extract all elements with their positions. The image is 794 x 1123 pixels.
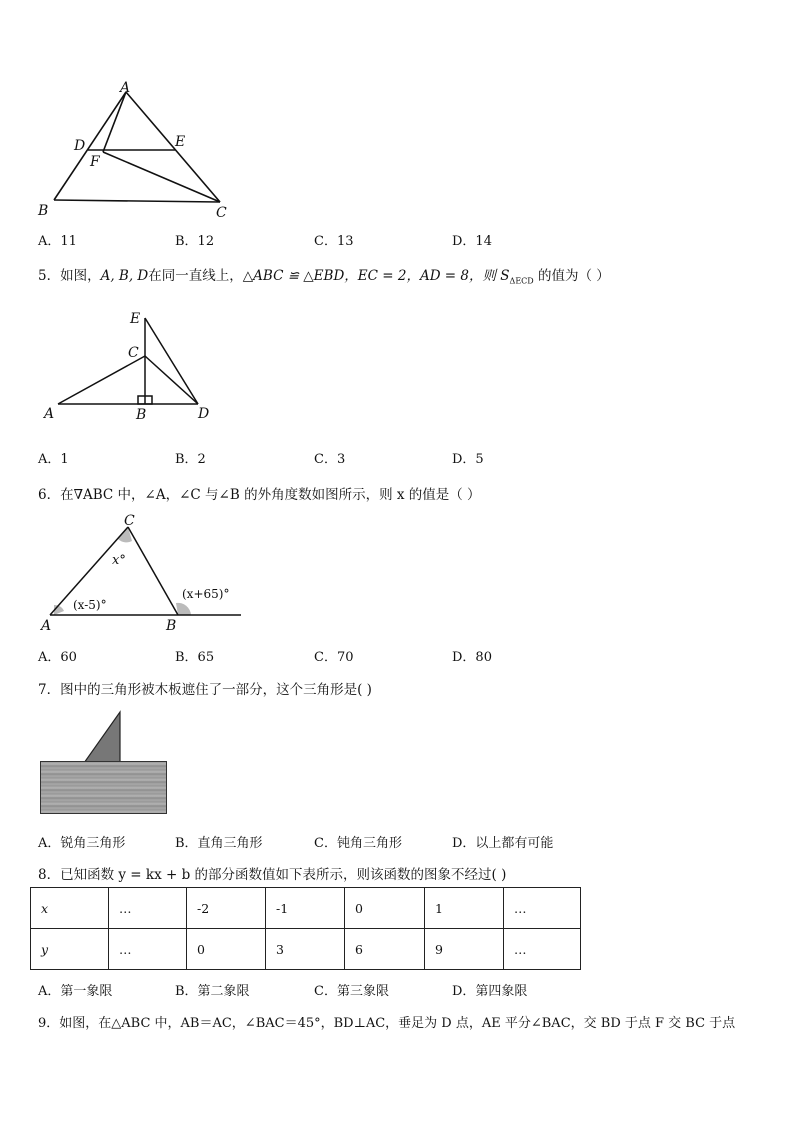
q4-option-b[interactable]: B．12	[175, 234, 215, 249]
table-cell: y	[31, 929, 109, 970]
table-cell: x	[31, 888, 109, 929]
label-e: E	[130, 311, 141, 327]
q5-option-a[interactable]: A．1	[38, 452, 69, 467]
q4-triangle-figure	[30, 80, 245, 225]
q4-option-d[interactable]: D．14	[452, 234, 492, 249]
table-cell: 0	[187, 929, 266, 970]
q4-option-a[interactable]: A．11	[38, 234, 77, 249]
label-c: C	[128, 345, 139, 361]
table-cell: -1	[266, 888, 345, 929]
q8-option-a[interactable]: A．第一象限	[38, 984, 113, 999]
q5-option-b[interactable]: B．2	[175, 452, 206, 467]
function-values-table	[30, 887, 581, 970]
q7-option-a[interactable]: A．锐角三角形	[38, 836, 126, 851]
label-d: D	[198, 406, 210, 422]
label-angle-a: (x-5)°	[73, 598, 107, 612]
table-cell: -2	[187, 888, 266, 929]
label-c: C	[124, 513, 135, 529]
q6-option-c[interactable]: C．70	[314, 650, 354, 665]
table-cell: …	[504, 888, 581, 929]
q7-question-text: 7．图中的三角形被木板遮住了一部分，这个三角形是( )	[38, 682, 372, 698]
q6-question-text: 6．在∇ABC 中，∠A，∠C 与∠B 的外角度数如图所示，则 x 的值是（ ）	[38, 487, 481, 503]
table-cell: …	[109, 888, 187, 929]
label-b: B	[38, 203, 49, 219]
q6-figure	[36, 512, 246, 634]
q5-option-c[interactable]: C．3	[314, 452, 346, 467]
table-row	[31, 929, 581, 970]
label-b: B	[136, 407, 147, 423]
q7-option-c[interactable]: C．钝角三角形	[314, 836, 402, 851]
label-x-angle: x°	[112, 553, 126, 568]
table-cell: 3	[266, 929, 345, 970]
label-d: D	[74, 138, 86, 154]
label-f: F	[90, 154, 100, 170]
q5-figure	[40, 308, 220, 423]
table-cell: 6	[345, 929, 425, 970]
q6-option-d[interactable]: D．80	[452, 650, 492, 665]
table-cell: …	[109, 929, 187, 970]
table-cell: 0	[345, 888, 425, 929]
table-cell: 9	[425, 929, 504, 970]
label-b: B	[166, 618, 177, 634]
q9-question-text: 9．如图，在△ABC 中，AB＝AC，∠BAC＝45°，BD⊥AC，垂足为 D 点，AE 平分∠BAC，交 BD 于点 F 交 BC 于点	[38, 1016, 736, 1031]
label-a: A	[41, 618, 52, 634]
wooden-board-image	[40, 761, 167, 814]
q7-option-d[interactable]: D．以上都有可能	[452, 836, 554, 851]
q8-option-d[interactable]: D．第四象限	[452, 984, 528, 999]
q5-question-text: 5．如图，A, B, D在同一直线上，△ABC ≌ △EBD，EC = 2，AD = 8，则 $S_{\Delta ECD}$ 的值为（ ）	[38, 268, 610, 286]
label-e: E	[175, 134, 186, 150]
q7-option-b[interactable]: B．直角三角形	[175, 836, 263, 851]
table-cell: …	[504, 929, 581, 970]
table-row	[31, 888, 581, 929]
label-c: C	[216, 205, 227, 221]
q8-option-b[interactable]: B．第二象限	[175, 984, 250, 999]
q7-triangle-figure	[80, 710, 130, 765]
q8-option-c[interactable]: C．第三象限	[314, 984, 389, 999]
q6-option-b[interactable]: B．65	[175, 650, 215, 665]
table-cell: 1	[425, 888, 504, 929]
q5-option-d[interactable]: D．5	[452, 452, 484, 467]
q4-option-c[interactable]: C．13	[314, 234, 354, 249]
label-angle-b-exterior: (x+65)°	[182, 587, 230, 601]
label-a: A	[44, 406, 55, 422]
q6-option-a[interactable]: A．60	[38, 650, 77, 665]
label-a: A	[120, 80, 131, 96]
q8-question-text: 8．已知函数 y = kx + b 的部分函数值如下表所示，则该函数的图象不经过( )	[38, 867, 507, 883]
